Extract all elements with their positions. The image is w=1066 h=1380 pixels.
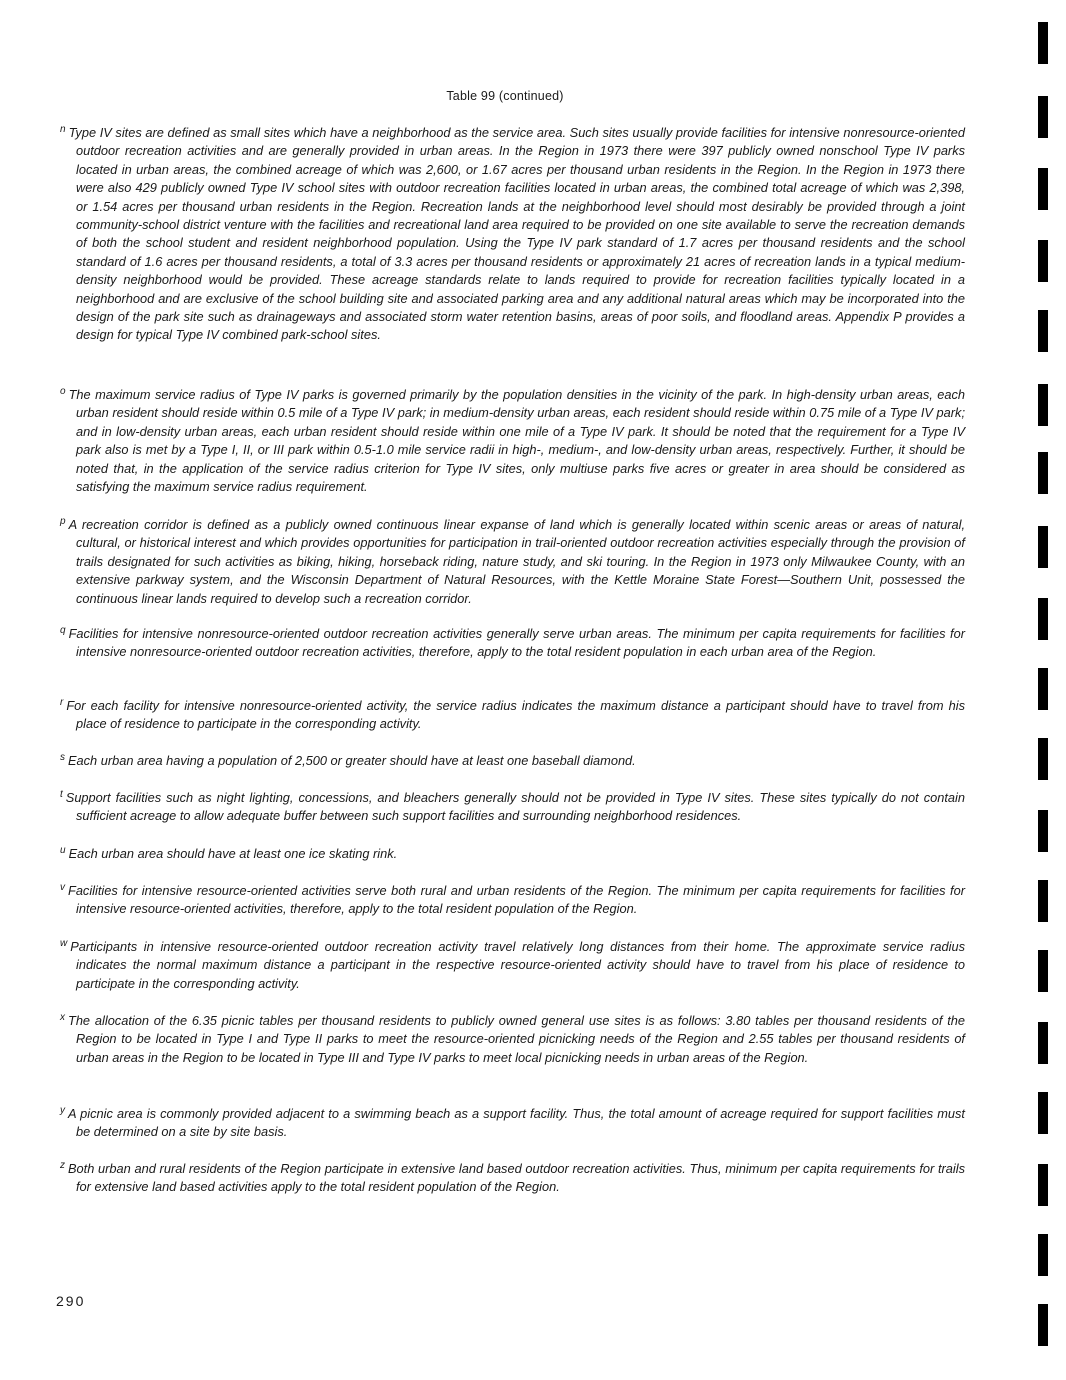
footnote-marker: v — [60, 881, 65, 893]
footnote-text: The maximum service radius of Type IV parks is governed primarily by the population densities in the vicinity of the park. In high-density urban areas, each urban resident should reside within 0.5 mile of a Type IV park; in medium-density urban areas, each resident should reside within 0.75 mile of a Type IV park; and in low-density urban areas, each urban resident should reside within one mile of a Type IV park. It should be noted that the requirement for a Type IV park also is met by a Type I, II, or III park within 0.5-1.0 mile service radii in high-, medium-, and low-density urban areas, respectively. Further, it should be noted that, in the application of the service radius criterion for Type IV sites, only multiuse parks five acres or greater in area should be considered as satisfying the maximum service radius requirement. — [68, 387, 965, 495]
footnote-o — [60, 386, 965, 496]
footnote-v — [60, 882, 965, 919]
edge-mark — [1038, 598, 1048, 640]
footnote-text: Each urban area should have at least one ice skating rink. — [68, 846, 398, 861]
edge-mark — [1038, 1234, 1048, 1276]
footnote-marker: r — [60, 696, 64, 708]
footnote-marker: z — [60, 1159, 65, 1171]
footnote-marker: y — [60, 1104, 65, 1116]
footnote-marker: p — [60, 515, 66, 527]
footnote-n — [60, 124, 965, 345]
footnote-x — [60, 1012, 965, 1067]
footnote-marker: t — [60, 788, 63, 800]
edge-mark — [1038, 810, 1048, 852]
edge-mark — [1038, 880, 1048, 922]
footnote-marker: n — [60, 123, 66, 135]
edge-mark — [1038, 1304, 1048, 1346]
edge-mark — [1038, 310, 1048, 352]
footnote-marker: q — [60, 624, 66, 636]
footnote-text: For each facility for intensive nonresource-oriented activity, the service radius indicates the maximum distance a participant should have to travel from his place of residence to participate in the corresponding activity. — [66, 698, 965, 732]
edge-mark — [1038, 240, 1048, 282]
footnote-text: Type IV sites are defined as small sites which have a neighborhood as the service area. Such sites usually provide facilities for intensive nonresource-oriented outdoor recreation activities and are generally provided in urban areas. In the Region in 1973 there were 397 publicly owned nonschool Type IV parks located in urban areas, the combined acreage of which was 2,600, or 1.67 acres per thousand urban residents in the Region. In the Region in 1973 there were also 429 publicly owned Type IV school sites with outdoor recreation facilities located in urban areas, the combined total acreage of which was 2,398, or 1.54 acres per thousand urban residents in the Region. Recreation lands at the neighborhood level should most desirably be provided through a joint community-school district venture with the facilities and recreational land area required to be provided on one site available to serve the recreation demands of both the school student and resident neighborhood population. Using the Type IV park standard of 1.7 acres per thousand residents and the school standard of 1.6 acres per thousand residents, a total of 3.3 acres per thousand residents or approximately 21 acres of recreation lands in a typical medium-density neighborhood would be provided. These acreage standards relate to lands required to provide for recreation facilities typically located in a neighborhood and are exclusive of the school building site and associated parking area and any additional natural areas which may be incorporated into the design of the park site such as drainageways and associated storm water retention basins, areas of poor soils, and floodland areas. Appendix P provides a design for typical Type IV combined park-school sites. — [68, 125, 965, 343]
footnote-w — [60, 938, 965, 993]
edge-mark — [1038, 738, 1048, 780]
footnote-text: Facilities for intensive nonresource-oriented outdoor recreation activities generally serve urban areas. The minimum per capita requirements for facilities for intensive nonresource-oriented outdoor recreation activities, therefore, apply to the total resident population in each urban area of the Region. — [68, 626, 965, 660]
edge-mark — [1038, 950, 1048, 992]
edge-mark — [1038, 168, 1048, 210]
page-title: Table 99 (continued) — [446, 89, 564, 103]
page-number: 290 — [56, 1293, 86, 1309]
footnote-text: Support facilities such as night lighting, concessions, and bleachers generally should not be provided in Type IV sites. These sites typically do not contain sufficient acreage to allow adequate buffer between such support facilities and surrounding neighborhood residences. — [65, 790, 965, 824]
footnote-u — [60, 845, 965, 863]
footnote-z — [60, 1160, 965, 1197]
footnote-s — [60, 752, 965, 770]
footnote-marker: x — [60, 1011, 65, 1023]
edge-mark — [1038, 384, 1048, 426]
edge-mark — [1038, 22, 1048, 64]
footnote-text: The allocation of the 6.35 picnic tables per thousand residents to publicly owned general use sites is as follows: 3.80 tables per thousand residents of the Region to be located in Type I and Type II parks to meet the resource-oriented picnicking needs of the Region and 2.55 tables per thousand residents of urban areas in the Region to be located in Type III and Type IV parks to meet local picnicking needs in urban areas of the Region. — [68, 1013, 965, 1065]
edge-mark — [1038, 452, 1048, 494]
footnote-text: Both urban and rural residents of the Region participate in extensive land based outdoor recreation activities. Thus, minimum per capita requirements for trails for extensive land based activities apply to the total resident population of the Region. — [68, 1161, 965, 1195]
edge-mark — [1038, 668, 1048, 710]
footnote-t — [60, 789, 965, 826]
footnote-marker: u — [60, 844, 66, 856]
edge-mark — [1038, 1164, 1048, 1206]
footnote-text: Each urban area having a population of 2,500 or greater should have at least one baseball diamond. — [68, 753, 636, 768]
footnote-text: Facilities for intensive resource-oriented activities serve both rural and urban residents of the Region. The minimum per capita requirements for facilities for intensive resource-oriented activities, therefore, apply to the total resident population of the Region. — [68, 883, 965, 917]
footnote-q — [60, 625, 965, 662]
edge-mark — [1038, 1092, 1048, 1134]
edge-mark — [1038, 1022, 1048, 1064]
footnote-p — [60, 516, 965, 608]
footnote-r — [60, 697, 965, 734]
footnote-text: A recreation corridor is defined as a publicly owned continuous linear expanse of land which is generally located within scenic areas or areas of natural, cultural, or historical interest and which provides opportunities for participation in trail-oriented outdoor recreation activities especially through the provision of trails designated for such activities as biking, hiking, horseback riding, nature study, and ski touring. In the Region in 1973 only Milwaukee County, with an extensive parkway system, and the Wisconsin Department of Natural Resources, with the Kettle Moraine State Forest—Southern Unit, possessed the continuous linear lands required to develop such a recreation corridor. — [68, 517, 965, 606]
footnote-marker: o — [60, 385, 66, 397]
edge-mark — [1038, 96, 1048, 138]
footnote-text: A picnic area is commonly provided adjacent to a swimming beach as a support facility. Thus, the total amount of acreage required for support facilities must be determined on a site by site basis. — [68, 1106, 965, 1140]
edge-mark — [1038, 526, 1048, 568]
footnote-marker: s — [60, 751, 65, 763]
footnote-marker: w — [60, 937, 68, 949]
footnote-text: Participants in intensive resource-oriented outdoor recreation activity travel relatively long distances from their home. The approximate service radius indicates the normal maximum distance a participant in the respective resource-oriented activity should have to travel from his place of residence to participate in the corresponding activity. — [70, 939, 965, 991]
footnote-y — [60, 1105, 965, 1142]
